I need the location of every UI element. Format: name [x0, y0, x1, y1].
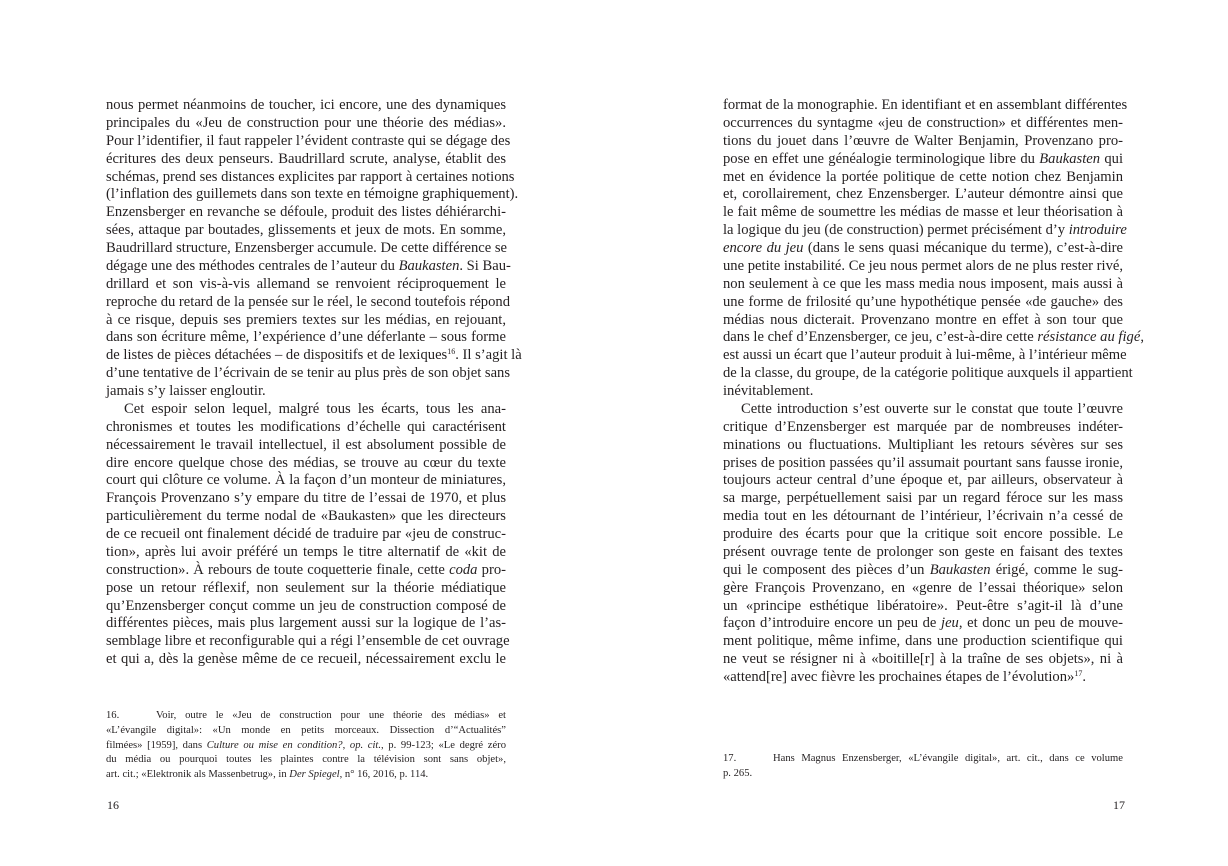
text-run: (l’inflation des guillemets dans son texte en témoigne graphiquement). — [106, 186, 519, 203]
text-run: , n° 16, 2016, p. 114. — [339, 769, 429, 781]
text-line — [723, 258, 1123, 276]
text-run: à ce risque, depuis ses premiers textes sur les médias, en rejouant, — [106, 311, 506, 328]
text-line — [723, 544, 1123, 562]
text-run: et qui a, dès la genèse même de ce recueil, nécessairement exclu le — [106, 651, 506, 668]
footnote-number: 17. — [723, 753, 737, 764]
text-line — [723, 186, 1123, 204]
text-run: pro- — [477, 561, 506, 578]
text-line — [106, 151, 506, 169]
text-line — [723, 276, 1123, 294]
text-run: de ce recueil ont finalement décidé de traduire par «jeu de construc- — [106, 526, 506, 542]
text-run: chronismes et toutes les modifications d’échelle qui caractérisent — [106, 418, 506, 435]
text-line — [723, 222, 1127, 240]
footnote-line — [106, 768, 506, 783]
text-line — [723, 133, 1123, 151]
text-run: qu’Enzensberger conçut comme un jeu de construction composé de — [106, 597, 506, 614]
text-run: écritures des deux penseurs. Baudrillard scrute, analyse, établit des — [106, 150, 506, 167]
text-line — [106, 508, 506, 526]
text-run: d’une tentative de l’écrivain de se tenir au plus près de son objet sans — [106, 365, 511, 382]
text-run: , p. 99-123; «Le degré zéro — [381, 739, 506, 751]
italic-text: Baukasten — [398, 257, 460, 274]
text-run: format de la monographie. En identifiant et en assemblant différentes — [723, 97, 1128, 113]
text-line — [106, 455, 506, 473]
footnote-line — [106, 753, 506, 768]
text-line — [723, 526, 1123, 544]
text-run: Voir, outre le «Jeu de construction pour une théorie des médias» et — [156, 710, 506, 721]
text-line — [723, 240, 1123, 258]
text-run: prises de position passées qu’il assumait pourtant sans fausse ironie, — [723, 454, 1123, 471]
text-line — [723, 437, 1123, 455]
text-line — [723, 580, 1123, 598]
text-run: produire des écarts pour que la critique soit encore possible. Le — [723, 526, 1123, 542]
text-run: une forme de frilosité qu’une hypothétique pensée «de gauche» des — [723, 293, 1123, 310]
text-run: ment politique, même infime, dans une production scientifique qui — [723, 633, 1123, 650]
text-line — [723, 508, 1123, 526]
text-line — [106, 312, 506, 330]
italic-text: coda — [449, 561, 478, 578]
text-line — [106, 383, 506, 401]
footnote-17 — [723, 752, 1123, 782]
text-line — [106, 562, 506, 580]
page-number: 17 — [1113, 798, 1125, 812]
text-line — [723, 329, 1144, 347]
text-line — [723, 615, 1123, 633]
text-line — [723, 562, 1123, 580]
text-run: sées, attaque par boutades, glissements et jeux de mots. En somme, — [106, 222, 506, 239]
text-line — [723, 312, 1123, 330]
text-run: de la classe, du groupe, de la catégorie politique auxquels il appartient — [723, 365, 1133, 382]
text-line — [723, 169, 1123, 187]
text-run: semblage libre et reconfigurable qui a régi l’ensemble de cet ouvrage — [106, 633, 510, 650]
text-run: médias nous dicterait. Provenzano montre en effet à son tour que — [723, 311, 1123, 328]
text-run: critique d’Enzensberger est marquée par de nombreuses indéter- — [723, 418, 1123, 435]
text-run: de listes de pièces détachées – de dispositifs et de lexiques — [106, 347, 448, 364]
text-run: nous permet néanmoins de toucher, ici encore, une des dynamiques — [106, 97, 506, 113]
text-run: «L’évangile digital»: «Un monde en petits morceaux. Dissection d’“Actualités” — [106, 724, 506, 736]
text-line — [106, 401, 506, 419]
text-run: façon d’introduire encore un peu de — [723, 615, 942, 632]
text-run: , et donc un peu de mouve- — [958, 615, 1123, 632]
text-run: construction». À rebours de toute coquetterie finale, cette — [106, 561, 450, 578]
text-line — [106, 240, 506, 258]
text-run: particulièrement du terme nodal de «Baukasten» que les directeurs — [106, 508, 506, 525]
text-run: occurrences du syntagme «jeu de construction» et différentes men- — [723, 114, 1123, 131]
text-run: . Il s’agit là — [455, 347, 522, 364]
body-text — [723, 97, 1144, 687]
text-run: une petite instabilité. Ce jeu nous permet alors de ne plus rester rivé, — [723, 257, 1123, 274]
text-line — [723, 365, 1133, 383]
text-line — [106, 472, 506, 490]
text-run: un «principe esthétique libératoire». Peut-être s’agit-il là d’une — [723, 597, 1123, 614]
italic-text: Baukasten — [1039, 150, 1101, 167]
text-line — [106, 329, 506, 347]
text-line — [106, 544, 506, 562]
text-line — [723, 347, 1127, 365]
text-run: media tout en les détournant de l’intérieur, l’écrivain n’a cessé de — [723, 508, 1123, 525]
footnote-line — [106, 739, 506, 754]
text-run: jamais s’y laisser engloutir. — [106, 383, 266, 399]
italic-text: Der Spiegel — [289, 769, 340, 781]
text-run: différentes pièces, mais plus largement aussi sur la logique de l’as- — [106, 615, 506, 632]
text-run: principales du «Jeu de construction pour une théorie des médias». — [106, 114, 506, 131]
body-text — [106, 97, 522, 669]
text-run: pose en effet une généalogie terminologique libre du — [723, 150, 1040, 167]
text-run: art. cit.; «Elektronik als Massenbetrug», in — [106, 769, 290, 781]
text-run: dire encore quelque chose des médias, se trouve au cœur du texte — [106, 454, 506, 471]
text-run: Cet espoir selon lequel, malgré tous les écarts, tous les ana- — [124, 400, 506, 417]
text-run: érigé, comme le sug- — [990, 561, 1124, 578]
text-run: François Provenzano s’y empare du titre de l’essai de 1970, et plus — [106, 490, 506, 507]
text-run: reproche du retard de la pensée sur le réel, le second toutefois répond — [106, 293, 510, 310]
text-line — [106, 419, 506, 437]
text-line — [723, 490, 1123, 508]
italic-text: Culture ou mise en condition? — [206, 739, 343, 751]
text-line — [106, 204, 506, 222]
text-line — [723, 97, 1128, 115]
text-run: Hans Magnus Enzensberger, «L’évangile digital», art. cit., dans ce volume — [773, 753, 1123, 764]
text-line — [106, 651, 506, 669]
right-page — [614, 0, 1228, 866]
text-line — [106, 293, 510, 312]
text-run: non seulement à ce que les mass media nous imposent, mais aussi à — [723, 275, 1123, 292]
text-run: (dans le sens quasi mécanique du terme), c’est-à-dire — [803, 240, 1123, 256]
text-run: Baudrillard structure, Enzensberger accumule. De cette différence se — [106, 240, 508, 256]
text-line — [723, 115, 1123, 133]
text-line — [106, 615, 506, 633]
italic-text: introduire — [1068, 222, 1127, 239]
text-run: est aussi un écart que l’auteur produit à lui-même, à l’intérieur même — [723, 347, 1127, 364]
footnote-line — [723, 752, 1123, 767]
text-line — [723, 651, 1123, 669]
text-line — [106, 580, 506, 598]
text-run: tion», après lui avoir préféré un temps le titre alternatif de «kit de — [106, 543, 506, 560]
text-run: présent ouvrage tente de prolonger son geste en faisant des textes — [723, 543, 1123, 560]
text-line — [106, 633, 510, 651]
text-run: . Si Bau- — [459, 257, 511, 274]
text-run: schémas, prend ses distances explicites par rapport à certaines notions — [106, 168, 515, 185]
text-run: qui le composent des pièces d’un — [723, 561, 930, 578]
text-run: Enzensberger en revanche se défoule, produit des listes déhiérarchi- — [106, 204, 506, 221]
text-line — [106, 490, 506, 508]
text-line — [106, 257, 511, 276]
footnote-16 — [106, 709, 506, 783]
text-line — [723, 294, 1123, 312]
text-line — [723, 383, 1123, 401]
text-line — [723, 419, 1123, 437]
italic-text: encore du jeu — [723, 240, 804, 256]
page-number: 16 — [107, 798, 119, 812]
text-run: tions du jouet dans l’œuvre de Walter Benjamin, Provenzano pro- — [723, 132, 1123, 149]
text-line — [106, 186, 519, 204]
text-run: met en évidence la portée politique de cette notion chez Benjamin — [723, 168, 1123, 185]
text-line — [723, 598, 1123, 616]
text-run: dans le chef d’Enzensberger, ce jeu, c’est-à-dire cette — [723, 329, 1038, 346]
italic-text: résistance au figé — [1037, 329, 1141, 346]
text-line — [723, 401, 1123, 419]
text-run: court qui clôture ce volume. À la façon d’un monteur de miniatures, — [106, 472, 506, 489]
text-run: p. 265. — [723, 767, 753, 779]
italic-text: jeu — [941, 615, 959, 632]
text-line — [106, 276, 506, 294]
text-line — [106, 222, 506, 240]
text-line — [723, 669, 1123, 687]
text-line — [723, 455, 1123, 473]
footnote-line — [106, 709, 506, 724]
text-run: Cette introduction s’est ouverte sur le constat que toute l’œuvre — [741, 400, 1123, 417]
text-line — [106, 132, 511, 151]
text-run: «attend[re] avec fièvre les prochaines étapes de l’évolution» — [723, 669, 1075, 685]
text-run: dégage une des méthodes centrales de l’auteur du — [106, 257, 399, 274]
text-line — [723, 472, 1123, 490]
text-run: toujours acteur central d’une époque et, par ailleurs, observateur à — [723, 472, 1123, 489]
italic-text: op. cit. — [349, 739, 382, 751]
text-run: drillard et son vis-à-vis allemand se renvoient réciproquement le — [106, 275, 506, 292]
footnote-reference: 17 — [1074, 669, 1083, 678]
text-line — [106, 437, 506, 455]
text-run: la logique du jeu (de construction) permet précisément d’y — [723, 222, 1069, 239]
footnote-number: 16. — [106, 710, 120, 721]
text-run: le fait même de soumettre les médias de masse et leur théorisation à — [723, 204, 1123, 221]
text-line — [106, 97, 506, 115]
text-line — [723, 151, 1123, 169]
footnote-line — [106, 724, 506, 739]
text-run: , — [342, 739, 350, 751]
text-run: ne veut se résigner ni à «boitille[r] à la traîne de ses objets», ni à — [723, 651, 1123, 668]
text-line — [106, 365, 511, 383]
text-line — [106, 115, 506, 133]
text-run: qui — [1100, 150, 1124, 167]
text-line — [106, 168, 515, 187]
text-line — [723, 204, 1123, 222]
text-run: , — [1140, 329, 1144, 346]
text-run: pose un retour réflexif, non seulement sur la théorie médiatique — [106, 579, 506, 596]
text-line — [106, 526, 506, 544]
footnote-reference: 16 — [447, 347, 456, 357]
text-run: gère François Provenzano, en «genre de l’essai théorique» selon — [723, 579, 1123, 596]
italic-text: Baukasten — [929, 561, 991, 578]
text-run: filmées» [1959], dans — [106, 739, 207, 751]
text-run: . — [1082, 669, 1086, 685]
text-run: et, corollairement, chez Enzensberger. L’auteur démontre ainsi que — [723, 186, 1123, 203]
text-run: Pour l’identifier, il faut rappeler l’évident contraste qui se dégage des — [106, 132, 511, 149]
text-run: minations ou fluctuations. Multipliant les retours sévères sur ses — [723, 436, 1123, 453]
text-run: sa marge, perpétuellement saisi par un regard féroce sur les mass — [723, 490, 1123, 507]
text-line — [106, 347, 522, 365]
text-run: nécessairement le travail intellectuel, il est absolument possible de — [106, 436, 506, 453]
text-run: inévitablement. — [723, 383, 814, 399]
text-run: du média ou pourquoi toutes les plaintes contre la télévision sont sans objet», — [106, 754, 506, 766]
footnote-line — [723, 767, 1123, 782]
text-line — [723, 633, 1123, 651]
text-line — [106, 598, 506, 616]
text-run: dans son écriture même, l’expérience d’une déferlante – sous forme — [106, 329, 506, 346]
